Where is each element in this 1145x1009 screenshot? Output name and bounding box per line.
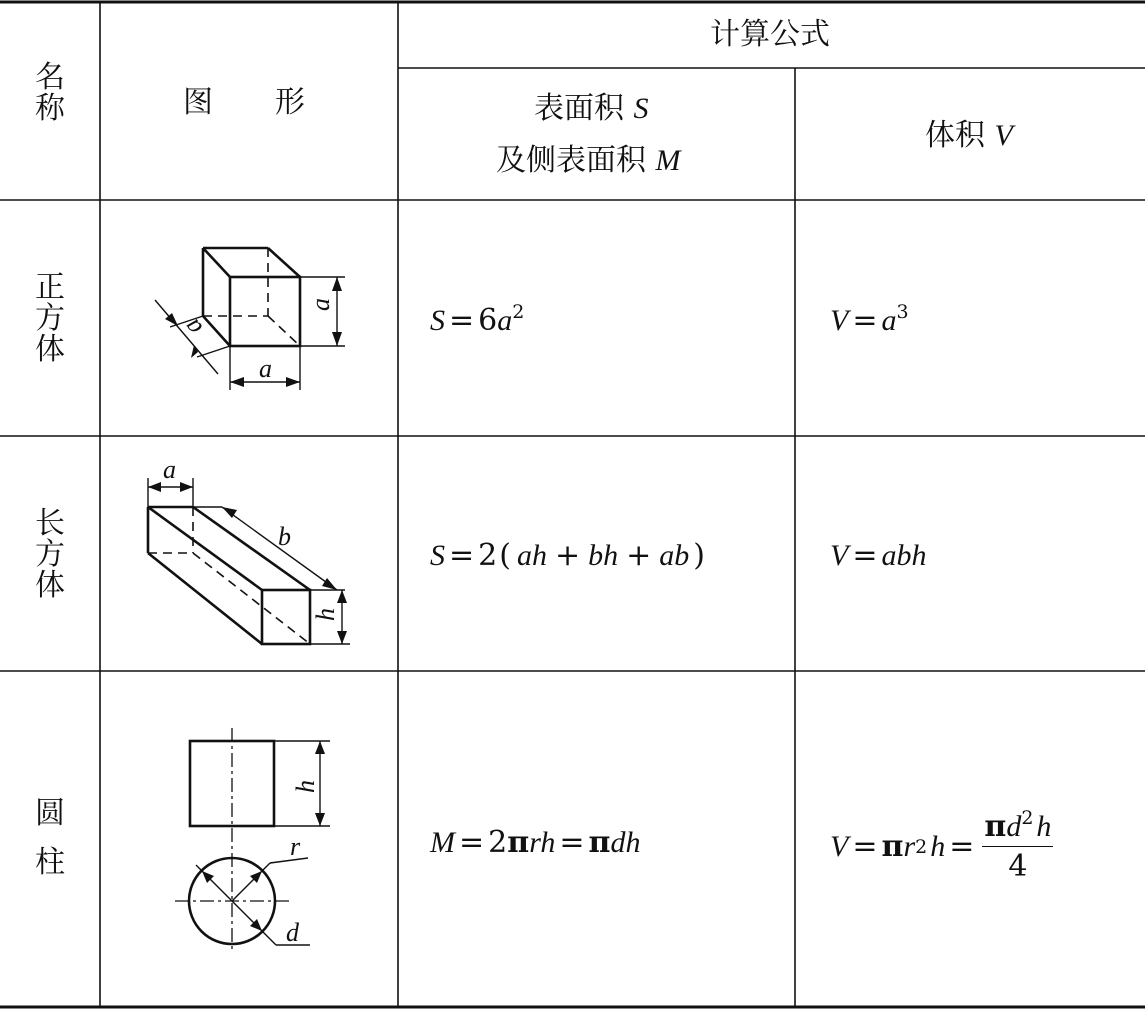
- cylinder-radius-label: r: [290, 832, 301, 861]
- row-name-char: 体: [35, 568, 65, 604]
- header-name-char: 名: [35, 60, 65, 95]
- row-name-char: 正: [35, 270, 65, 305]
- header-figure-col: [183, 85, 305, 120]
- cuboid-volume-formula: V = abh: [830, 538, 927, 573]
- row-name-char: 方: [35, 537, 65, 573]
- cylinder-volume-formula: V = π r 2 h = $\frac{\pi d^2 h}{4}$: [830, 807, 1052, 884]
- volume-fraction: $\frac{\pi d^2 h}{4}$: [984, 807, 1052, 884]
- cuboid-length-label: b: [278, 522, 291, 551]
- cube-edge-label: a: [259, 354, 272, 383]
- header-figure-char: 形: [275, 85, 305, 120]
- cylinder-diameter-label: d: [286, 918, 299, 947]
- cuboid-height-label: h: [311, 608, 340, 621]
- header-volume: 体积 V: [925, 118, 1013, 153]
- cylinder-surface-formula: M = 2πrh = πdh: [430, 825, 641, 860]
- header-figure-char: 图: [183, 85, 213, 120]
- header-name-col: [30, 60, 70, 127]
- cylinder-diagram-icon: [170, 722, 360, 957]
- row-name-char: 柱: [35, 845, 65, 881]
- row-name-cylinder: [30, 796, 70, 881]
- header-surface-line1: 表面积 S: [534, 91, 649, 126]
- cube-edge-label: a: [306, 298, 335, 311]
- header-lateral-var: M: [655, 144, 681, 177]
- cube-diagram-icon: [150, 240, 350, 395]
- row-name-char: 体: [35, 332, 65, 368]
- cuboid-width-label: a: [163, 455, 176, 484]
- header-surface-var: S: [633, 92, 649, 125]
- row-name-char: 圆: [35, 796, 65, 831]
- cuboid-diagram-icon: [140, 455, 355, 650]
- cuboid-surface-formula: S = 2( ah + bh + ab ): [430, 538, 705, 573]
- cylinder-height-label: h: [291, 780, 320, 793]
- row-name-cuboid: [30, 508, 70, 602]
- cube-edge-label: a: [177, 313, 208, 342]
- header-formula-group: 计算公式: [710, 17, 830, 52]
- cube-volume-formula: $V = a^3$: [830, 301, 909, 338]
- header-volume-var: V: [994, 119, 1013, 152]
- cube-surface-formula: $S = 6a^2$: [430, 301, 525, 338]
- row-name-cube: [30, 272, 70, 366]
- row-name-char: 长: [35, 506, 65, 541]
- header-name-char: 称: [35, 91, 65, 127]
- header-surface-line2: 及侧表面积 M: [496, 143, 681, 178]
- row-name-char: 方: [35, 301, 65, 337]
